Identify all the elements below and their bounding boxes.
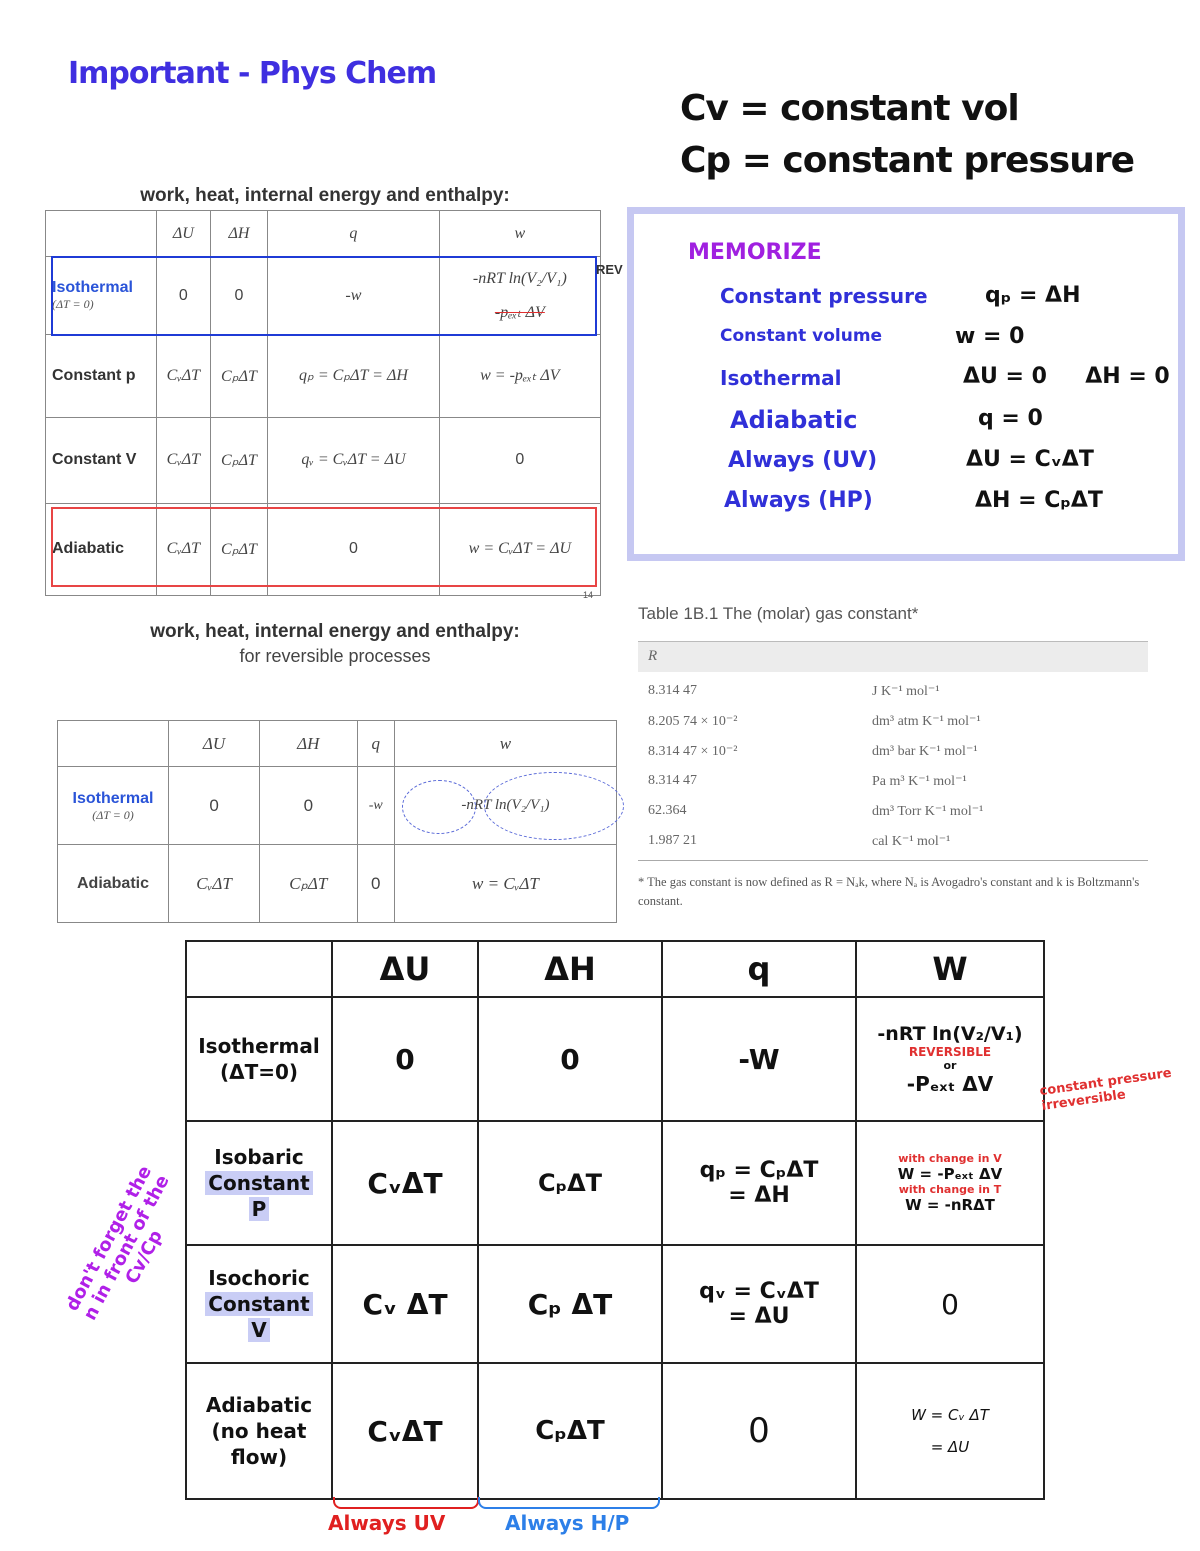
memorize-title: MEMORIZE bbox=[688, 240, 822, 265]
irreversible-note: constant pressure irreversible bbox=[1038, 1065, 1173, 1114]
cell-dh: Cₚ ΔT bbox=[478, 1245, 662, 1363]
row-label bbox=[186, 1245, 332, 1363]
table1-title: work, heat, internal energy and enthalpy: bbox=[140, 185, 510, 206]
memo-value: q = 0 bbox=[978, 406, 1043, 431]
side-note: don't forget the n in front of the Cv/Cp bbox=[61, 1162, 174, 1324]
cell-du: 0 bbox=[169, 767, 260, 845]
table-row bbox=[186, 997, 1044, 1121]
cell-q: qₚ = CₚΔT = ΔH bbox=[268, 335, 440, 417]
gc-value: 1.987 21 bbox=[648, 833, 697, 848]
always-hp-label: Always H/P bbox=[505, 1511, 630, 1535]
table2-header-w: w bbox=[394, 721, 616, 767]
row-label-text: Isothermal bbox=[52, 279, 133, 297]
cell-q: 0 bbox=[268, 503, 440, 595]
cell-q: qᵥ = CᵥΔT = ΔU bbox=[268, 417, 440, 503]
table3-header-du: ΔU bbox=[332, 941, 478, 997]
row-label-line3: flow) bbox=[230, 1445, 288, 1469]
w-circle-annotation bbox=[484, 772, 624, 840]
adiabatic-highlight-box bbox=[51, 507, 597, 587]
table-row bbox=[186, 1121, 1044, 1245]
cell-w bbox=[856, 1363, 1044, 1499]
table2-header-du: ΔU bbox=[169, 721, 260, 767]
cell-q: -w bbox=[357, 767, 394, 845]
cell-w: 0 bbox=[856, 1245, 1044, 1363]
gas-constant-header-label: R bbox=[648, 648, 658, 664]
row-label: Constant V bbox=[46, 417, 157, 503]
cell-dh: 0 bbox=[260, 767, 357, 845]
table-row bbox=[648, 803, 1148, 833]
isothermal-highlight-box bbox=[51, 256, 597, 336]
cell-dh: CₚΔT bbox=[210, 335, 267, 417]
table-row bbox=[648, 743, 1148, 773]
table-row bbox=[58, 845, 617, 923]
row-label bbox=[58, 767, 169, 845]
table3-header-dh: ΔH bbox=[478, 941, 662, 997]
cell-w bbox=[856, 1121, 1044, 1245]
row-label bbox=[186, 997, 332, 1121]
cell-w-note2: with change in T bbox=[898, 1183, 1002, 1196]
page-number: 14 bbox=[583, 590, 594, 600]
row-label bbox=[186, 1363, 332, 1499]
gc-value: 8.205 74 × 10⁻² bbox=[648, 714, 738, 729]
cell-q: -W bbox=[662, 997, 856, 1121]
cell-du: Cᵥ ΔT bbox=[332, 1245, 478, 1363]
cell-w-line1: W = -Pₑₓₜ ΔV bbox=[897, 1165, 1003, 1183]
cp-note: Cp = constant pressure bbox=[680, 140, 1135, 181]
cell-q bbox=[662, 1121, 856, 1245]
cell-q-line2: = ΔH bbox=[728, 1183, 790, 1208]
cell-du: CᵥΔT bbox=[332, 1121, 478, 1245]
cell-w: w = CᵥΔT bbox=[394, 845, 616, 923]
memo-label: Isothermal bbox=[720, 366, 842, 390]
row-label-sub: (ΔT = 0) bbox=[92, 808, 134, 822]
cell-dh: 0 bbox=[210, 257, 267, 335]
table2-subtitle: for reversible processes bbox=[239, 646, 431, 666]
row-label-line2: (no heat bbox=[211, 1419, 307, 1443]
cv-note: Cv = constant vol bbox=[680, 88, 1019, 129]
table-row bbox=[46, 335, 601, 417]
gc-value: 8.314 47 bbox=[648, 683, 697, 698]
cell-du: CᵥΔT bbox=[157, 417, 211, 503]
row-label-line1: Adiabatic bbox=[205, 1393, 313, 1417]
cell-w: -nRT ln(V₂/V₁) bbox=[394, 767, 616, 845]
cell-w-irreversible: -pₑₓₜ ΔV bbox=[494, 303, 545, 321]
brace-hp bbox=[478, 1497, 660, 1509]
table-row bbox=[648, 683, 1148, 713]
memo-value: ΔU = CᵥΔT bbox=[966, 447, 1094, 472]
gas-constant-footnote: * The gas constant is now defined as R = Nₐk, where Nₐ is Avogadro's constant and k is Boltzmann's constant. bbox=[638, 875, 1140, 908]
cell-dh: CₚΔT bbox=[478, 1121, 662, 1245]
gc-unit: Pa m³ K⁻¹ mol⁻¹ bbox=[872, 774, 967, 789]
row-label-line2: Constant bbox=[205, 1292, 312, 1316]
gc-unit: dm³ bar K⁻¹ mol⁻¹ bbox=[872, 744, 978, 759]
cell-q-line1: qₚ = CₚΔT bbox=[699, 1158, 819, 1183]
cell-q: -w bbox=[268, 257, 440, 335]
cell-dh: CₚΔT bbox=[260, 845, 357, 923]
table1-header-empty bbox=[46, 211, 157, 257]
reversible-tag: REV bbox=[596, 262, 623, 277]
cell-q-line2: = ΔU bbox=[728, 1304, 790, 1329]
memo-value: ΔH = CₚΔT bbox=[975, 488, 1103, 513]
cell-du: CᵥΔT bbox=[332, 1363, 478, 1499]
q-circle-annotation bbox=[402, 780, 476, 834]
row-label: Constant p bbox=[46, 335, 157, 417]
table1-header-dh: ΔH bbox=[210, 211, 267, 257]
cell-w-reversible: -nRT ln(V₂/V₁) bbox=[472, 269, 567, 287]
table-row bbox=[648, 713, 1148, 743]
row-label: Adiabatic bbox=[58, 845, 169, 923]
row-label-line3: P bbox=[249, 1197, 270, 1221]
cell-q bbox=[662, 1245, 856, 1363]
cell-dh: 0 bbox=[478, 997, 662, 1121]
table2-header-empty bbox=[58, 721, 169, 767]
gas-constant-title: Table 1B.1 The (molar) gas constant* bbox=[638, 604, 919, 623]
row-label-text: Isothermal bbox=[72, 790, 154, 807]
row-label-line1: Isochoric bbox=[208, 1266, 310, 1290]
cell-w: 0 bbox=[439, 417, 600, 503]
cell-w-line1: -nRT ln(V₂/V₁) bbox=[877, 1022, 1023, 1045]
cell-w bbox=[856, 997, 1044, 1121]
cell-du: 0 bbox=[332, 997, 478, 1121]
row-label-sub: (ΔT = 0) bbox=[52, 297, 94, 312]
row-label bbox=[186, 1121, 332, 1245]
cell-w: w = CᵥΔT = ΔU bbox=[439, 503, 600, 595]
memo-label: Always (HP) bbox=[724, 488, 873, 513]
table2-header-q: q bbox=[357, 721, 394, 767]
row-label-line1: Isothermal bbox=[198, 1034, 320, 1058]
gas-constant-header bbox=[638, 641, 1148, 672]
gc-unit: J K⁻¹ mol⁻¹ bbox=[872, 684, 940, 699]
table-row bbox=[186, 1363, 1044, 1499]
cell-q-line1: qᵥ = CᵥΔT bbox=[699, 1279, 819, 1304]
table2-header-dh: ΔH bbox=[260, 721, 357, 767]
table-row bbox=[186, 1245, 1044, 1363]
cell-w-or: or bbox=[943, 1058, 957, 1072]
row-label: Adiabatic bbox=[46, 503, 157, 595]
cell-w-line2: W = -nRΔT bbox=[905, 1196, 995, 1214]
memo-label: Constant volume bbox=[720, 326, 883, 346]
table-row bbox=[46, 417, 601, 503]
gc-value: 8.314 47 × 10⁻² bbox=[648, 744, 738, 759]
row-label-line3: V bbox=[248, 1318, 269, 1342]
memo-value: qₚ = ΔH bbox=[985, 283, 1081, 308]
cell-w-line1: W = Cᵥ ΔT bbox=[911, 1406, 989, 1424]
cell-du: 0 bbox=[157, 257, 211, 335]
table3-header-w: W bbox=[856, 941, 1044, 997]
memo-label: Always (UV) bbox=[728, 448, 878, 473]
memo-label: Constant pressure bbox=[720, 284, 928, 308]
cell-du: CᵥΔT bbox=[169, 845, 260, 923]
table1-header-w: w bbox=[439, 211, 600, 257]
table3-header-empty bbox=[186, 941, 332, 997]
gc-unit: cal K⁻¹ mol⁻¹ bbox=[872, 834, 951, 849]
cell-w-note1: with change in V bbox=[898, 1152, 1002, 1165]
gc-unit: dm³ atm K⁻¹ mol⁻¹ bbox=[872, 714, 981, 729]
table-row bbox=[648, 773, 1148, 803]
table1-header-du: ΔU bbox=[157, 211, 211, 257]
page-title: Important - Phys Chem bbox=[68, 56, 437, 91]
always-uv-label: Always UV bbox=[328, 1511, 446, 1535]
cell-w-line2: = ΔU bbox=[930, 1438, 970, 1456]
table1-header-q: q bbox=[268, 211, 440, 257]
memo-value: w = 0 bbox=[955, 324, 1025, 349]
memo-label: Adiabatic bbox=[730, 406, 858, 434]
row-label-line2: (ΔT=0) bbox=[219, 1060, 299, 1084]
row-label-line1: Isobaric bbox=[214, 1145, 304, 1169]
table2-title: work, heat, internal energy and enthalpy: bbox=[150, 621, 520, 642]
table-row bbox=[648, 833, 1148, 863]
cell-dh: CₚΔT bbox=[210, 503, 267, 595]
cell-q: 0 bbox=[357, 845, 394, 923]
cell-w-line2: -Pₑₓₜ ΔV bbox=[906, 1071, 994, 1096]
memo-value: ΔU = 0 ΔH = 0 bbox=[963, 364, 1170, 389]
cell-dh: CₚΔT bbox=[478, 1363, 662, 1499]
divider bbox=[638, 860, 1148, 861]
gc-unit: dm³ Torr K⁻¹ mol⁻¹ bbox=[872, 804, 984, 819]
table3-header-q: q bbox=[662, 941, 856, 997]
cell-du: CᵥΔT bbox=[157, 335, 211, 417]
cell-w: w = -pₑₓₜ ΔV bbox=[439, 335, 600, 417]
gc-value: 8.314 47 bbox=[648, 773, 697, 788]
cell-dh: CₚΔT bbox=[210, 417, 267, 503]
gc-value: 62.364 bbox=[648, 803, 687, 818]
row-label-line2: Constant bbox=[205, 1171, 312, 1195]
handwritten-thermo-table bbox=[185, 940, 1045, 1500]
brace-uv bbox=[333, 1497, 479, 1509]
cell-w-note1: REVERSIBLE bbox=[908, 1044, 992, 1059]
cell-q: 0 bbox=[662, 1363, 856, 1499]
cell-du: CᵥΔT bbox=[157, 503, 211, 595]
